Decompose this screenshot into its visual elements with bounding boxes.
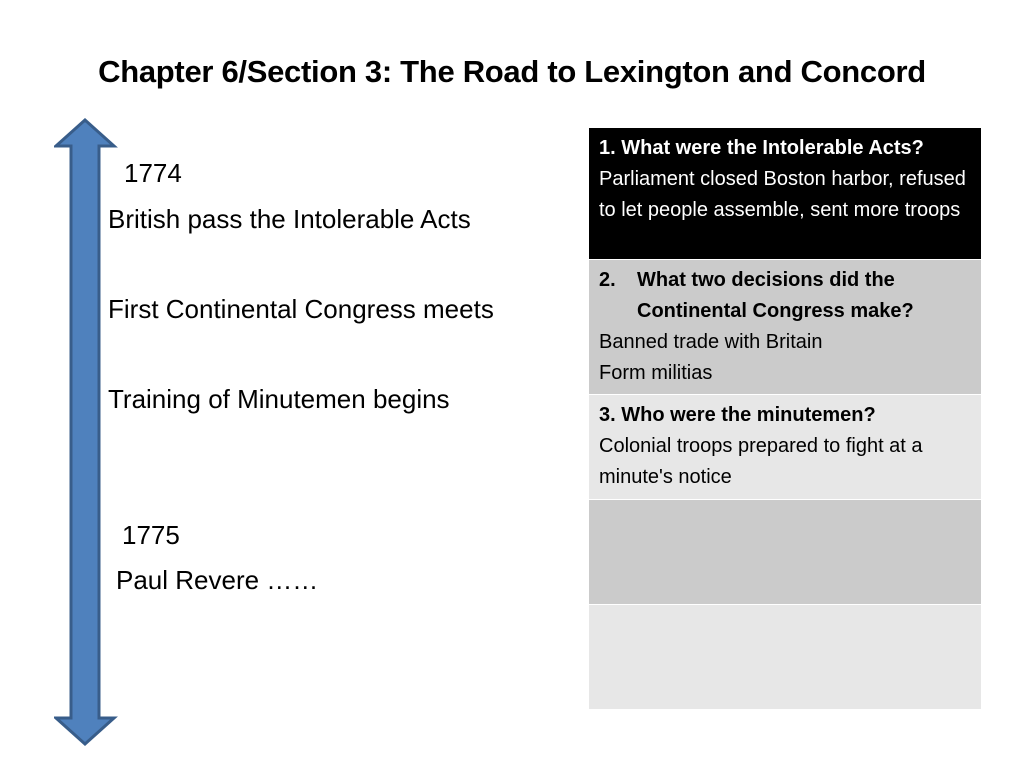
timeline-year-1774: 1774 <box>124 158 182 188</box>
question-cell-5-empty <box>589 605 981 710</box>
timeline-year-1775: 1775 <box>122 520 180 550</box>
slide-title: Chapter 6/Section 3: The Road to Lexington and Concord <box>98 54 926 89</box>
question-cell-4-empty <box>589 500 981 605</box>
question-row-3 <box>589 395 981 500</box>
question-1-text: 1. What were the Intolerable Acts? <box>599 137 924 159</box>
question-2-heading <box>599 265 971 327</box>
question-table <box>589 128 981 710</box>
question-cell-2 <box>589 260 981 395</box>
answer-1-text: Parliament closed Boston harbor, refused to let people assemble, sent more troops <box>599 168 966 221</box>
timeline-event-continental-congress: First Continental Congress meets <box>108 294 494 324</box>
question-row-1 <box>589 128 981 260</box>
question-2-number: 2. <box>599 269 616 291</box>
timeline-event-intolerable-acts: British pass the Intolerable Acts <box>108 204 471 234</box>
question-2-text: What two decisions did the Continental Congress make? <box>637 269 914 322</box>
answer-3-text: Colonial troops prepared to fight at a minute's notice <box>599 435 923 488</box>
timeline-event-minutemen-training: Training of Minutemen begins <box>108 384 450 414</box>
question-cell-1 <box>589 128 981 260</box>
answer-2-line-1: Banned trade with Britain <box>599 331 823 353</box>
question-row-5-empty <box>589 605 981 710</box>
question-3-text: 3. Who were the minutemen? <box>599 404 876 426</box>
question-row-2 <box>589 260 981 395</box>
question-row-4-empty <box>589 500 981 605</box>
timeline-arrow-shape <box>56 120 114 744</box>
answer-2-line-2: Form militias <box>599 362 713 384</box>
question-cell-3 <box>589 395 981 500</box>
timeline-event-paul-revere: Paul Revere …… <box>116 565 319 595</box>
